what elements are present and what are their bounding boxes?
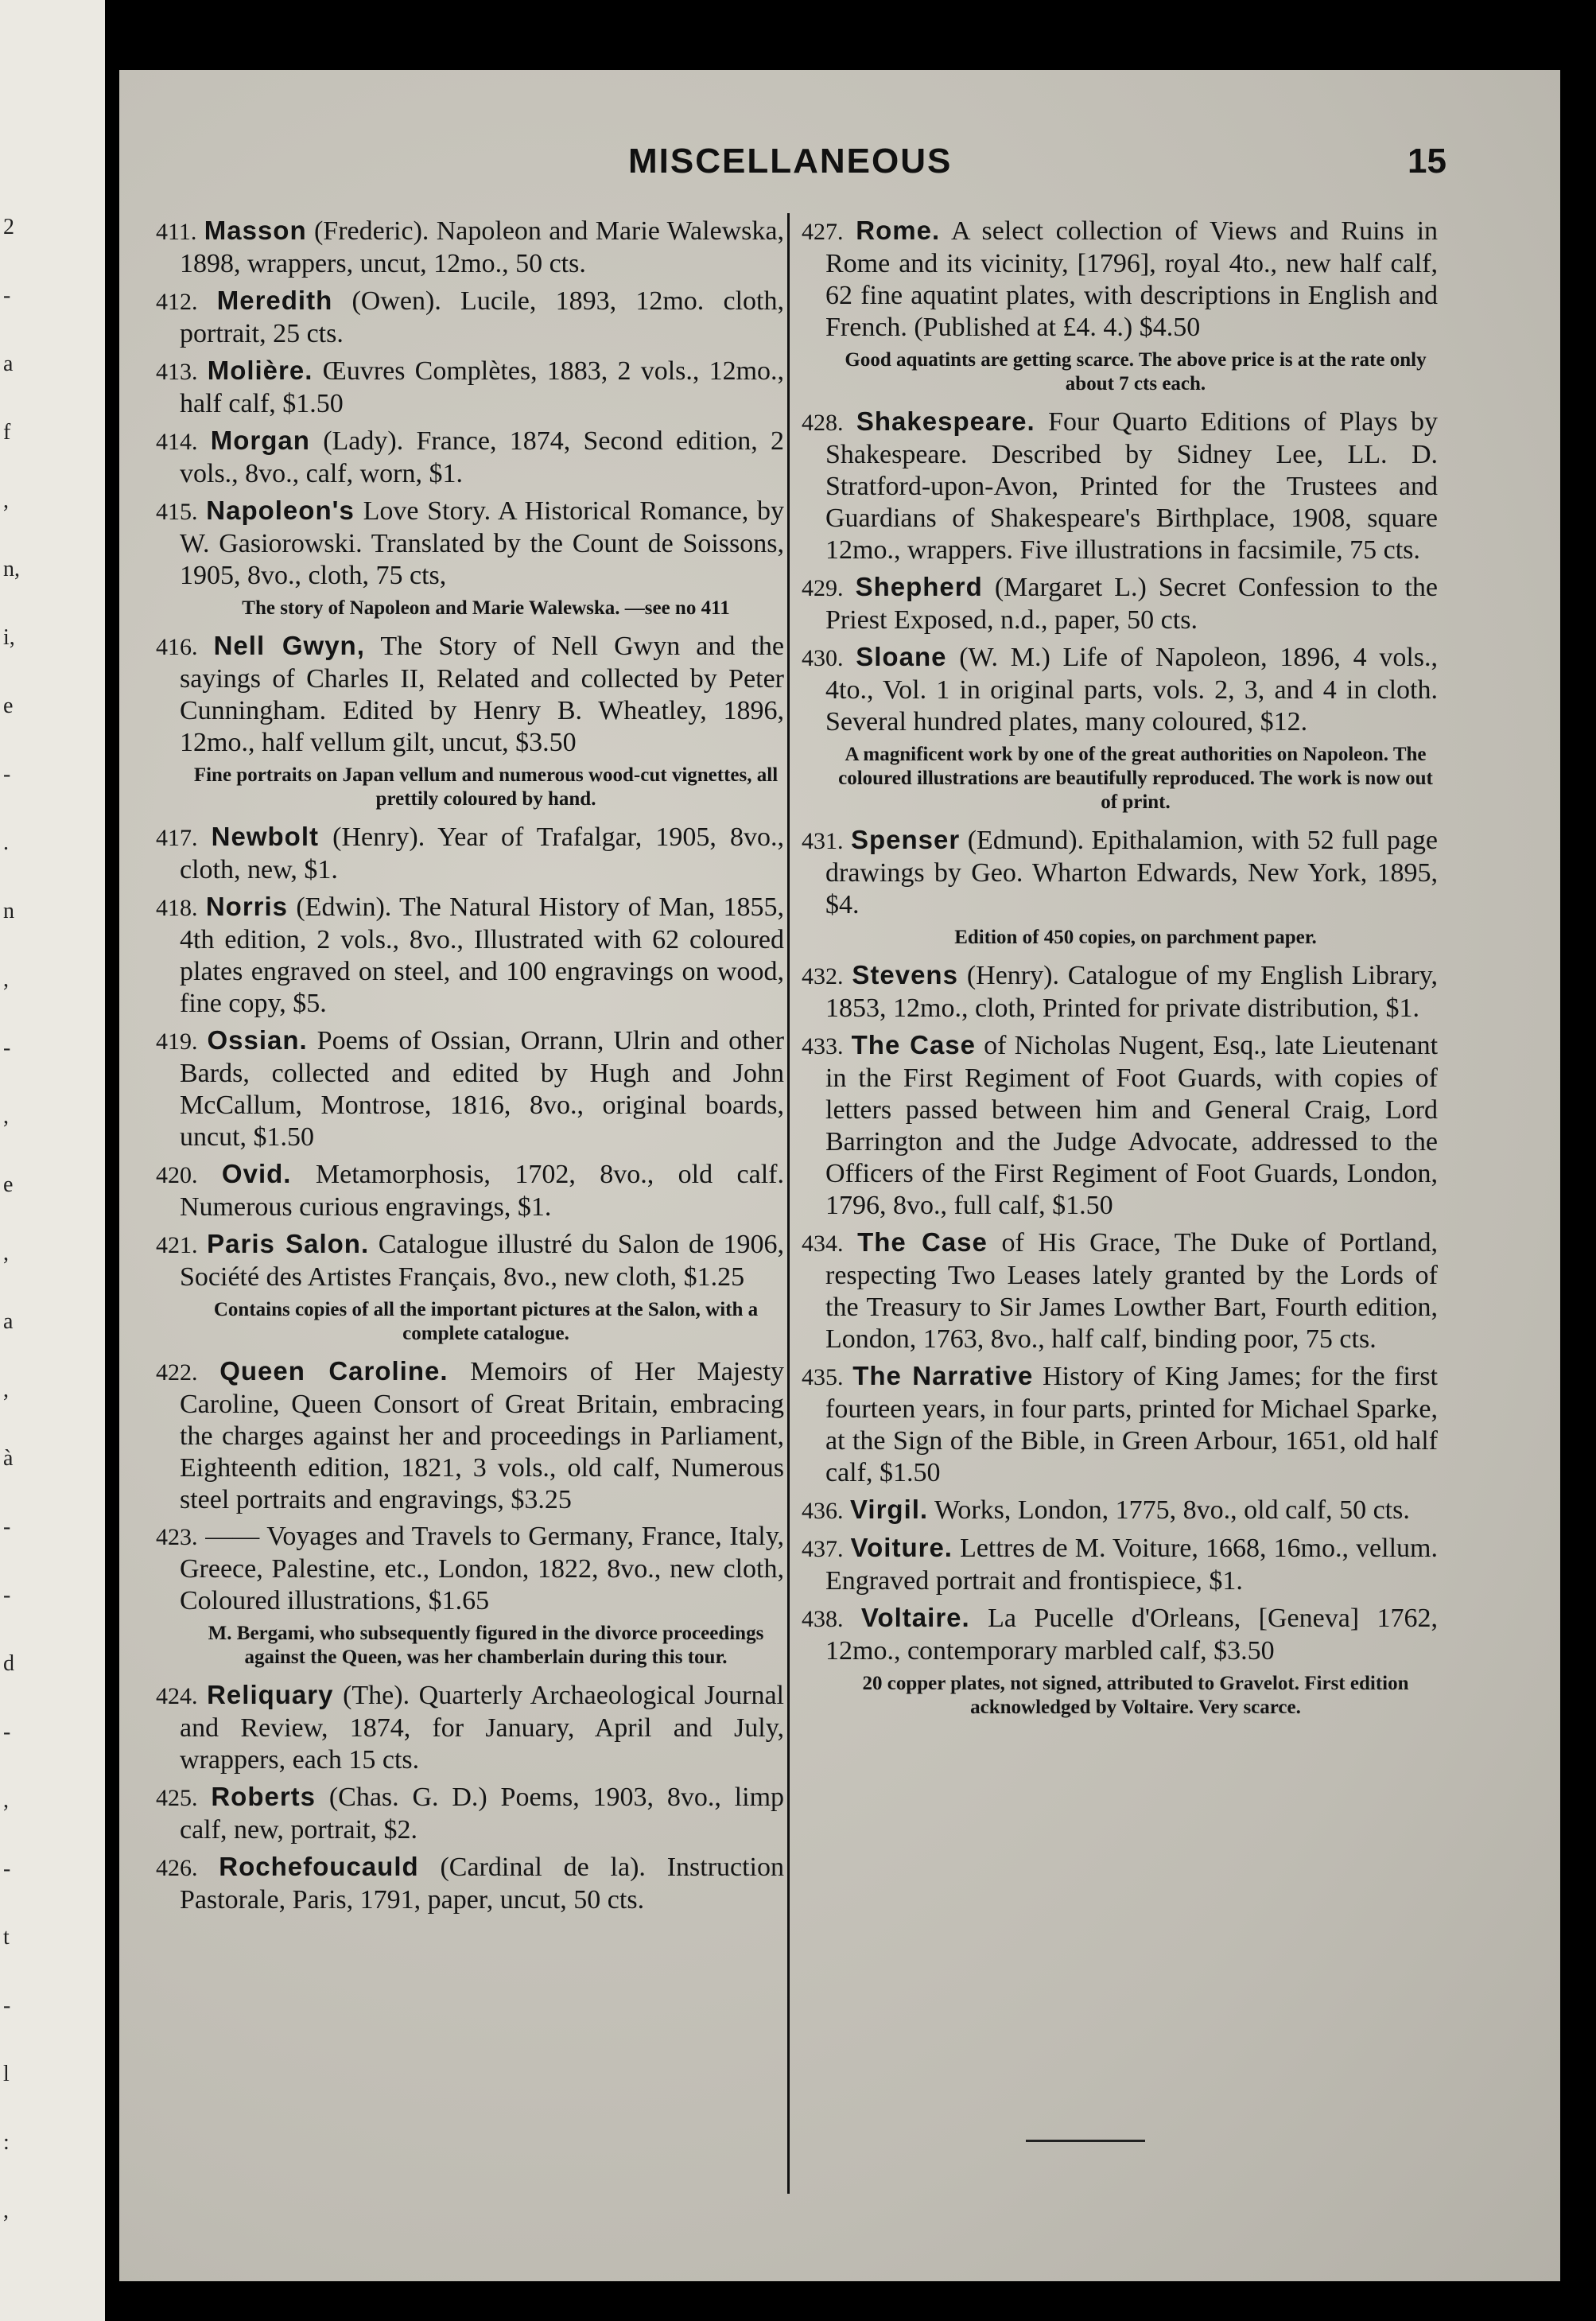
entry-heading: Ovid. — [221, 1159, 292, 1188]
edge-character: d — [3, 1651, 14, 1676]
catalogue-entry — [156, 1228, 784, 1293]
entry-heading: Spenser — [850, 825, 961, 854]
entry-number: 426. — [156, 1855, 198, 1881]
edge-character: f — [3, 420, 11, 445]
entry-description: Four Quarto Editions of Plays by Shakespeare. Described by Sidney Lee, LL. D. Stratford-upon-Avon, Printed for the Trustees and Guardians of Shakespeare's Birthplace, 1908, square 12mo., wrappers. Five illustrations in facsimile, 75 cts. — [825, 407, 1439, 565]
end-rule — [1026, 2140, 1145, 2142]
catalogue-entry — [156, 1024, 784, 1153]
entry-description: (Frederic). Napoleon and Marie Walewska, 1898, wrappers, uncut, 12mo., 50 cts. — [180, 216, 785, 278]
entry-description: Lettres de M. Voiture, 1668, 16mo., vellum. Engraved portrait and frontispiece, $1. — [825, 1534, 1438, 1596]
entry-description: A select collection of Views and Ruins in Rome and its vicinity, [1796], royal 4to., new half calf, 62 fine aquatint plates, with descriptions in English and French. (Published at £4. 4.) $4.50 — [825, 216, 1439, 342]
edge-character: t — [3, 1925, 10, 1950]
entry-description: La Pucelle d'Orleans, [Geneva] 1762, 12mo., contemporary marbled calf, $3.50 — [825, 1604, 1439, 1666]
running-title: MISCELLANEOUS — [628, 142, 953, 181]
catalogue-entry — [802, 1227, 1438, 1355]
entry-number: 422. — [156, 1359, 198, 1386]
entry-description: (Margaret L.) Secret Confession to the Priest Exposed, n.d., paper, 50 cts. — [825, 573, 1439, 635]
catalogue-entry — [156, 821, 784, 886]
catalogue-entry — [156, 285, 784, 350]
entry-description: (Chas. G. D.) Poems, 1903, 8vo., limp calf, new, portrait, $2. — [180, 1783, 785, 1845]
left-column — [156, 215, 784, 1921]
entry-heading: Newbolt — [211, 822, 319, 851]
entry-note: Contains copies of all the important pictures at the Salon, with a complete catalogue. — [213, 1299, 759, 1344]
entry-description: Catalogue illustré du Salon de 1906, Société des Artistes Français, 8vo., new cloth, $1.25 — [180, 1230, 785, 1292]
catalogue-entry — [802, 406, 1438, 566]
catalogue-entry — [156, 425, 784, 490]
entry-description: Love Story. A Historical Romance, by W. Gasiorowski. Translated by the Count de Soissons, 1905, 8vo., cloth, 75 cts, — [180, 496, 784, 590]
edge-character: e — [3, 1172, 14, 1197]
entry-number: 432. — [802, 963, 844, 989]
entry-heading: Voiture. — [850, 1533, 953, 1562]
entry-number: 438. — [802, 1606, 844, 1632]
edge-character: , — [3, 1241, 9, 1265]
edge-character: , — [3, 488, 9, 513]
catalogue-entry — [156, 891, 784, 1020]
entry-note: Fine portraits on Japan vellum and numerous wood-cut vignettes, all prettily coloured by hand. — [193, 764, 779, 810]
edge-character: - — [3, 1583, 11, 1608]
catalogue-entry — [156, 355, 784, 420]
entry-number: 420. — [156, 1162, 198, 1188]
entry-number: 435. — [802, 1364, 844, 1390]
entry-description: History of King James; for the first fourteen years, in four parts, printed for Michael Sparke, at the Sign of the Bible, in Green Arbour, 1651, old half calf, $1.50 — [825, 1362, 1439, 1487]
edge-character: . — [3, 830, 9, 855]
entry-heading: Queen Caroline. — [219, 1356, 449, 1386]
catalogue-entry — [156, 1851, 784, 1916]
entry-description: of Nicholas Nugent, Esq., late Lieutenant in the First Regiment of Foot Guards, with copies of letters passed between him and General Craig, Lord Barrington and the Judge Advocate, addressed to the Officers of the First Regiment of Foot Guards, London, 1796, 8vo., full calf, $1.50 — [825, 1031, 1439, 1220]
catalogue-entry — [802, 959, 1438, 1024]
entry-number: 413. — [156, 359, 198, 385]
entry-heading: Roberts — [211, 1782, 316, 1811]
edge-character: - — [3, 283, 11, 308]
entry-heading: Morgan — [210, 426, 310, 455]
entry-heading: Shepherd — [855, 572, 983, 601]
entry-number: 419. — [156, 1028, 198, 1055]
entry-heading: Napoleon's — [206, 496, 355, 525]
entry-description: Metamorphosis, 1702, 8vo., old calf. Numerous curious engravings, $1. — [180, 1160, 784, 1222]
edge-character: l — [3, 2062, 10, 2086]
edge-character: , — [3, 1104, 9, 1129]
entry-heading: The Case — [851, 1030, 976, 1059]
entry-description: —— Voyages and Travels to Germany, France, Italy, Greece, Palestine, etc., London, 1822, 8vo., new cloth, Coloured illustrations, $1.65 — [180, 1522, 785, 1615]
entry-heading: Nell Gwyn, — [213, 631, 365, 660]
edge-character: a — [3, 1309, 14, 1334]
entry-note: A magnificent work by one of the great authorities on Napoleon. The coloured illustrations are beautifully reproduced. The work is now out of print. — [838, 744, 1433, 813]
entry-heading: Stevens — [852, 960, 958, 989]
entry-number: 430. — [802, 645, 844, 671]
entry-number: 412. — [156, 289, 198, 315]
catalogue-entry — [156, 1355, 784, 1516]
entry-number: 431. — [802, 828, 844, 854]
edge-character: - — [3, 1514, 11, 1539]
entry-description: of His Grace, The Duke of Portland, respecting Two Leases lately granted by the Lords of the Treasury to Sir James Lowther Bart, Fourth edition, London, 1763, 8vo., half calf, binding poor, 75 cts. — [825, 1228, 1439, 1354]
edge-character: - — [3, 762, 11, 787]
entry-heading: Norris — [205, 892, 289, 921]
edge-character: - — [3, 1856, 11, 1881]
entry-heading: Virgil. — [850, 1495, 929, 1524]
edge-character: e — [3, 694, 14, 718]
entry-number: 425. — [156, 1785, 198, 1811]
catalogue-entry — [156, 1521, 784, 1617]
edge-character: , — [3, 2199, 9, 2223]
right-column — [802, 215, 1438, 1729]
entry-description: Œuvres Complètes, 1883, 2 vols., 12mo., half calf, $1.50 — [180, 356, 785, 418]
entry-description: Memoirs of Her Majesty Caroline, Queen Consort of Great Britain, embracing the charges against her and proceedings in Parliament, Eighteenth edition, 1821, 3 vols., old calf, Numerous steel portraits and engravings, $3.25 — [180, 1357, 785, 1514]
catalogue-entry — [802, 1532, 1438, 1597]
catalogue-entry — [802, 824, 1438, 921]
entry-heading: Meredith — [216, 286, 333, 315]
catalogue-entry — [156, 1781, 784, 1846]
entry-number: 417. — [156, 825, 198, 851]
entry-number: 418. — [156, 895, 198, 921]
entry-number: 434. — [802, 1230, 844, 1257]
entry-description: (Lady). France, 1874, Second edition, 2 vols., 8vo., calf, worn, $1. — [180, 426, 785, 488]
entry-heading: Rome. — [856, 216, 941, 245]
entry-number: 427. — [802, 219, 844, 245]
entry-description: Poems of Ossian, Orrann, Ulrin and other Bards, collected and edited by Hugh and John McCallum, Montrose, 1816, 8vo., original boards, uncut, $1.50 — [180, 1026, 785, 1152]
edge-character: , — [3, 967, 9, 992]
edge-character: , — [3, 1378, 9, 1402]
entry-description: (Edmund). Epithalamion, with 52 full page drawings by Geo. Wharton Edwards, New York, 1895, $4. — [825, 826, 1438, 919]
entry-heading: The Narrative — [852, 1361, 1034, 1390]
entry-description: (Edwin). The Natural History of Man, 1855, 4th edition, 2 vols., 8vo., Illustrated with 62 coloured plates engraved on steel, and 100 engravings on wood, fine copy, $5. — [180, 892, 785, 1018]
edge-character: a — [3, 352, 14, 376]
entry-heading: Masson — [204, 216, 307, 245]
entry-number: 424. — [156, 1683, 198, 1709]
edge-character: n — [3, 899, 14, 923]
catalogue-entry — [156, 215, 784, 280]
catalogue-entry — [156, 495, 784, 592]
entry-number: 423. — [156, 1524, 198, 1550]
entry-heading: Rochefoucauld — [219, 1852, 419, 1881]
catalogue-entry — [802, 641, 1438, 738]
edge-character: - — [3, 1720, 11, 1744]
edge-character: , — [3, 1788, 9, 1813]
column-divider — [787, 213, 790, 2194]
edge-character: i, — [3, 625, 15, 650]
entry-description: (Owen). Lucile, 1893, 12mo. cloth, portrait, 25 cts. — [180, 286, 785, 348]
page-header — [119, 134, 1560, 189]
edge-character: - — [3, 1993, 11, 2018]
entry-heading: Paris Salon. — [207, 1229, 370, 1258]
entry-description: (Henry). Catalogue of my English Library, 1853, 12mo., cloth, Printed for private distribution, $1. — [825, 961, 1439, 1023]
edge-character: - — [3, 1036, 11, 1060]
entry-number: 437. — [802, 1536, 844, 1562]
catalogue-entry — [156, 1679, 784, 1776]
catalogue-entry — [802, 1360, 1438, 1489]
entry-number: 433. — [802, 1033, 844, 1059]
entry-number: 428. — [802, 410, 844, 436]
entry-heading: Ossian. — [207, 1025, 308, 1055]
entry-number: 436. — [802, 1498, 844, 1524]
entry-number: 414. — [156, 429, 198, 455]
catalogue-entry — [156, 630, 784, 759]
entry-number: 415. — [156, 499, 198, 525]
catalogue-entry — [802, 1602, 1438, 1667]
catalogue-entry — [802, 1029, 1438, 1222]
catalogue-entry — [156, 1158, 784, 1223]
catalogue-entry — [802, 215, 1438, 344]
entry-heading: The Case — [857, 1227, 988, 1257]
entry-heading: Molière. — [207, 356, 313, 385]
entry-description: (The). Quarterly Archaeological Journal and Review, 1874, for January, April and July, wrappers, each 15 cts. — [180, 1681, 785, 1775]
entry-number: 416. — [156, 634, 198, 660]
entry-number: 411. — [156, 219, 197, 245]
entry-heading: Shakespeare. — [856, 406, 1035, 436]
entry-heading: Reliquary — [207, 1680, 334, 1709]
entry-number: 421. — [156, 1232, 198, 1258]
entry-note: 20 copper plates, not signed, attributed to Gravelot. First edition acknowledged by Voltaire. Very scarce. — [862, 1673, 1409, 1718]
entry-description: (Cardinal de la). Instruction Pastorale, Paris, 1791, paper, uncut, 50 cts. — [180, 1853, 784, 1915]
entry-note: Edition of 450 copies, on parchment paper. — [954, 927, 1317, 948]
page-number: 15 — [1408, 142, 1446, 181]
entry-note: Good aquatints are getting scarce. The above price is at the rate only about 7 cts each. — [845, 349, 1427, 395]
entry-note: M. Bergami, who subsequently figured in the divorce proceedings against the Queen, was her chamberlain during this tour. — [208, 1623, 764, 1668]
catalogue-entry — [802, 571, 1438, 636]
entry-description: (W. M.) Life of Napoleon, 1896, 4 vols., 4to., Vol. 1 in original parts, vols. 2, 3, and 4 in cloth. Several hundred plates, many coloured, $12. — [825, 643, 1439, 737]
edge-character: n, — [3, 557, 20, 581]
entry-number: 429. — [802, 575, 844, 601]
entry-description: Works, London, 1775, 8vo., old calf, 50 cts. — [934, 1495, 1410, 1525]
catalogue-entry — [802, 1494, 1438, 1527]
edge-character: : — [3, 2130, 10, 2155]
adjacent-page-edge — [0, 0, 105, 2321]
entry-heading: Voltaire. — [860, 1603, 970, 1632]
entry-heading: Sloane — [856, 642, 947, 671]
edge-character: 2 — [3, 215, 14, 239]
entry-note: The story of Napoleon and Marie Walewska. —see no 411 — [242, 597, 730, 619]
entry-description: The Story of Nell Gwyn and the sayings of Charles II, Related and collected by Peter Cunningham. Edited by Henry B. Wheatley, 1896, 12mo., half vellum gilt, uncut, $3.50 — [180, 632, 785, 757]
edge-character: à — [3, 1446, 14, 1471]
entry-description: (Henry). Year of Trafalgar, 1905, 8vo., cloth, new, $1. — [180, 822, 785, 884]
